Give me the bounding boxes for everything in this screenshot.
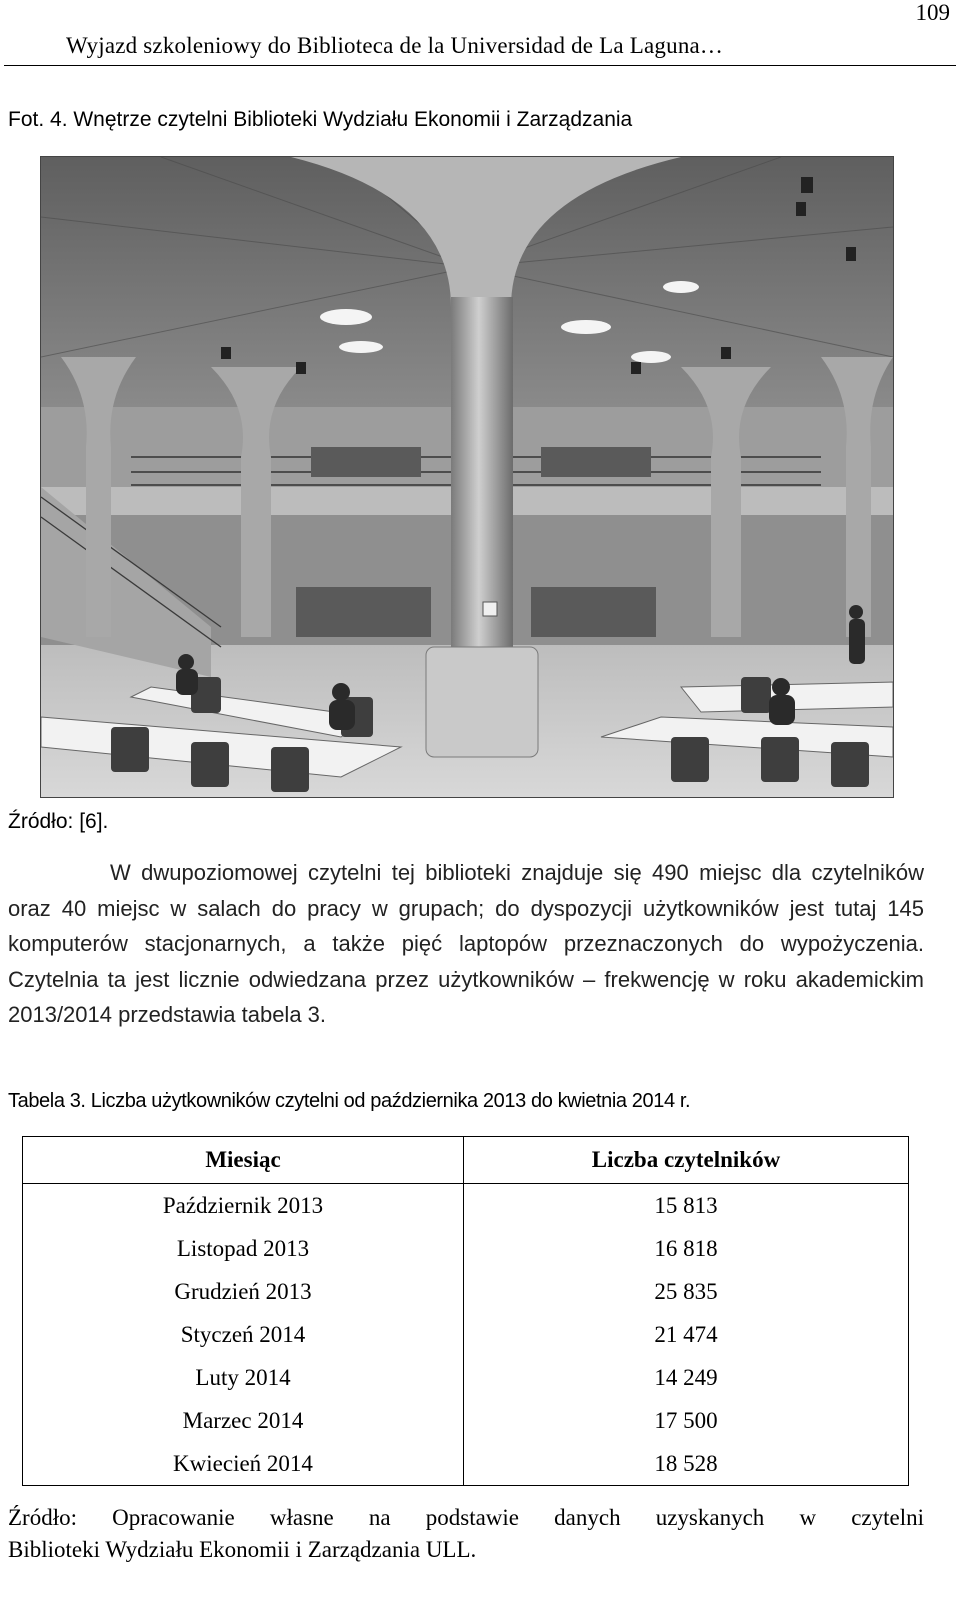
- table-row: [23, 1227, 909, 1270]
- table-row: [23, 1270, 909, 1313]
- table-source: [8, 1502, 924, 1566]
- table-row: [23, 1356, 909, 1399]
- table-row: [23, 1184, 909, 1228]
- month-cell: Kwiecień 2014: [23, 1442, 464, 1486]
- library-reading-room-photo: [40, 156, 894, 798]
- body-paragraph: W dwupoziomowej czytelni tej biblioteki znajduje się 490 miejsc dla czytelników oraz 40 miejsc w salach do pracy w grupach; do dyspozycji użytkowników jest tutaj 145 komputerów stacjonarnych, a także pięć laptopów przeznaczonych do wypożyczenia. Czytelnia ta jest licznie odwiedzana przez użytkowników – frekwencję w roku akademickim 2013/2014 przedstawia tabela 3.: [8, 860, 924, 1027]
- table-row: [23, 1399, 909, 1442]
- readers-cell: 25 835: [464, 1270, 909, 1313]
- month-cell: Marzec 2014: [23, 1399, 464, 1442]
- table-source-line-1: Źródło: Opracowanie własne na podstawie danych uzyskanych w czytelni: [8, 1505, 924, 1530]
- month-cell: Grudzień 2013: [23, 1270, 464, 1313]
- column-header-month: Miesiąc: [23, 1137, 464, 1184]
- header-rule: [4, 65, 956, 66]
- month-cell: Luty 2014: [23, 1356, 464, 1399]
- table-header-row: [23, 1137, 909, 1184]
- month-cell: Styczeń 2014: [23, 1313, 464, 1356]
- column-header-readers: Liczba czytelników: [464, 1137, 909, 1184]
- photo-source: Źródło: [6].: [8, 810, 109, 833]
- readers-cell: 16 818: [464, 1227, 909, 1270]
- readers-cell: 17 500: [464, 1399, 909, 1442]
- photo-caption: Fot. 4. Wnętrze czytelni Biblioteki Wydziału Ekonomii i Zarządzania: [8, 108, 633, 131]
- readers-cell: 14 249: [464, 1356, 909, 1399]
- readers-cell: 18 528: [464, 1442, 909, 1486]
- table-row: [23, 1442, 909, 1486]
- table-row: [23, 1313, 909, 1356]
- month-cell: Listopad 2013: [23, 1227, 464, 1270]
- readers-table: [22, 1136, 909, 1486]
- running-header: Wyjazd szkoleniowy do Biblioteca de la Universidad de La Laguna…: [66, 33, 724, 58]
- table-source-line-2: Biblioteki Wydziału Ekonomii i Zarządzania ULL.: [8, 1537, 477, 1562]
- readers-cell: 21 474: [464, 1313, 909, 1356]
- readers-cell: 15 813: [464, 1184, 909, 1228]
- table-caption: Tabela 3. Liczba użytkowników czytelni od października 2013 do kwietnia 2014 r.: [8, 1090, 691, 1112]
- page-number: 109: [915, 0, 950, 25]
- month-cell: Październik 2013: [23, 1184, 464, 1228]
